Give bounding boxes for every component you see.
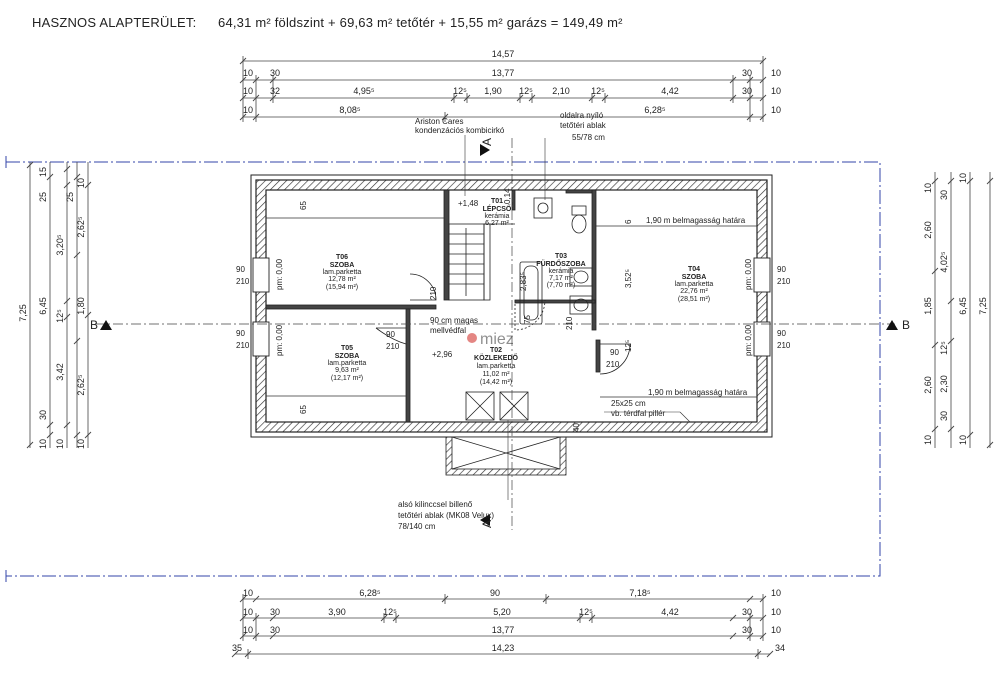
room-area: 9,63 m² <box>335 367 359 374</box>
door-width: 90 <box>236 265 245 274</box>
dim-label: 10 <box>242 607 254 617</box>
bottom-dimension-labels <box>232 588 785 653</box>
dim-label: 1,85 <box>923 297 933 315</box>
dim-label: 10 <box>76 177 86 189</box>
velux-note: tetőtéri ablak (MK08 Velux) <box>398 511 495 520</box>
dim-label: 25 <box>38 191 48 203</box>
dim-label: 30 <box>38 409 48 421</box>
door-height: 210 <box>777 341 791 350</box>
dim-label: 10 <box>770 86 782 96</box>
dim-label: 10 <box>242 86 254 96</box>
dim-label: 12⁵ <box>591 86 605 96</box>
dim-label: 10 <box>242 625 254 635</box>
door-height: 210 <box>386 342 400 351</box>
dim-label: 12⁵ <box>579 607 593 617</box>
dim-label: 13,77 <box>491 68 515 78</box>
room-area: 22,76 m² <box>680 288 708 295</box>
dim-label: 30 <box>269 607 281 617</box>
dim-label: 10 <box>958 172 968 184</box>
room-floor: lam.parketta <box>327 360 367 367</box>
room-floor: kerámia <box>484 213 510 220</box>
roof-window-note: 55/78 cm <box>572 133 605 142</box>
room-total: (12,17 m²) <box>330 375 364 382</box>
door-width: 90 <box>386 330 395 339</box>
dim-label: 10 <box>770 105 782 115</box>
roof-window-note: tetőtéri ablak <box>560 121 606 130</box>
door-height: 210 <box>565 316 574 330</box>
dim-label: 90 <box>489 588 501 598</box>
boiler-note: kondenzációs kombicirkó <box>415 126 505 135</box>
dim-label: 34 <box>774 643 786 653</box>
dim-label: 10 <box>55 438 65 450</box>
dim-label: 8,08⁵ <box>339 105 361 115</box>
room-code: T04 <box>687 266 701 273</box>
pm-note: pm: 0,00 <box>744 324 753 356</box>
room-name: SZOBA <box>681 274 707 281</box>
dim-label: 7,25 <box>978 297 988 315</box>
dim-label: 4,02⁵ <box>939 251 949 273</box>
room-code: T02 <box>489 347 503 354</box>
dormer <box>446 437 566 475</box>
dim-label: 14,57 <box>491 49 515 59</box>
room-name: LÉPCSŐ <box>482 206 512 213</box>
door-width: 90 <box>610 348 619 357</box>
dim-label: 4,42 <box>661 607 679 617</box>
dim-label: 10 <box>958 434 968 446</box>
section-b-label-right: B <box>902 318 911 332</box>
dim-label: 2,10 <box>552 86 570 96</box>
dim-label: 12⁵ <box>453 86 467 96</box>
room-name: FÜRDŐSZOBA <box>536 261 586 268</box>
left-dimension-labels <box>18 167 86 449</box>
dim-label: 5,20 <box>493 607 511 617</box>
dim-label: 4,42 <box>661 86 679 96</box>
section-a-label-bottom: A <box>480 519 494 528</box>
dim-label: 75 <box>523 315 532 324</box>
top-dimension-labels <box>243 49 781 115</box>
room-name: SZOBA <box>334 353 360 360</box>
dim-label: 0,14 <box>503 188 512 204</box>
boiler-note: Ariston Cares <box>415 117 464 126</box>
room-floor: lam.parketta <box>674 281 714 288</box>
dim-label: 10 <box>770 68 782 78</box>
door-height: 210 <box>606 360 620 369</box>
watermark-logo-icon <box>467 333 477 343</box>
dim-label: 3,52⁵ <box>624 269 633 288</box>
level-floor: +2,96 <box>432 350 453 359</box>
pillar-note: vb. térdfal pillér <box>611 409 666 418</box>
section-b-label-left: B <box>90 318 99 332</box>
section-b-arrow-right <box>886 320 898 330</box>
dim-label: 2,62⁵ <box>76 374 86 396</box>
dim-label: 12⁵ <box>939 341 949 355</box>
room-area: 11,02 m² <box>482 371 510 378</box>
dim-label: 30 <box>741 625 753 635</box>
dim-label: 2,62⁵ <box>76 216 86 238</box>
velux-note: 78/140 cm <box>398 522 436 531</box>
dim-label: 30 <box>939 189 949 201</box>
dim-label: 12⁵ <box>55 309 65 323</box>
room-name: SZOBA <box>329 262 355 269</box>
railing-note: 90 cm magas <box>430 316 479 325</box>
room-area: 6,27 m² <box>485 220 509 227</box>
dim-label: 2,60 <box>923 221 933 239</box>
room-total: (28,51 m²) <box>677 296 711 303</box>
dim-label: 10 <box>770 588 782 598</box>
dim-label: 4,95⁵ <box>353 86 375 96</box>
pillar-note: 25x25 cm <box>611 399 646 408</box>
room-name: KÖZLEKEDŐ <box>474 355 518 362</box>
dim-label: 30 <box>939 410 949 422</box>
pm-note: pm: 0,00 <box>275 324 284 356</box>
dim-label: 10 <box>76 438 86 450</box>
knee-wall: 65 <box>299 405 308 414</box>
door-width: 90 <box>236 329 245 338</box>
room-floor: lam.parketta <box>476 363 516 370</box>
knee-wall: 65 <box>299 201 308 210</box>
dim-label: 25 <box>65 191 75 203</box>
dim-label: 30 <box>269 68 281 78</box>
dim-label: 10 <box>242 68 254 78</box>
pm-note: pm: 0,00 <box>275 258 284 290</box>
section-b-arrow-left <box>100 320 112 330</box>
area-summary: 64,31 m² földszint + 69,63 m² tetőtér + 15,55 m² garázs = 149,49 m² <box>218 15 623 30</box>
dim-label: 3,20⁵ <box>55 234 65 256</box>
dim-label: 7,25 <box>18 304 28 322</box>
door-height: 210 <box>236 277 250 286</box>
room-total: (14,42 m²) <box>479 379 513 386</box>
door-height: 210 <box>236 341 250 350</box>
dim-label: 14,23 <box>491 643 515 653</box>
dim-label: 7,18⁵ <box>629 588 651 598</box>
velux-note: alsó kilinccsel billenő <box>398 500 473 509</box>
dim-label: 1,90 <box>484 86 502 96</box>
section-a-label-top: A <box>480 137 494 146</box>
dim-label: 30 <box>741 86 753 96</box>
room-area: 12,78 m² <box>328 276 356 283</box>
dim-label: 2,30 <box>939 375 949 393</box>
dim-label: 30 <box>741 607 753 617</box>
room-code: T01 <box>490 198 504 205</box>
dim-label: 40 <box>572 423 581 432</box>
dim-label: 12⁵ <box>383 607 397 617</box>
dim-label: 10 <box>923 434 933 446</box>
room-area: 7,17 m² <box>549 275 573 282</box>
dim-label: 3,90 <box>328 607 346 617</box>
right-dimension-labels <box>923 173 988 445</box>
dim-label: 10 <box>770 607 782 617</box>
roof-window-note: oldalra nyíló <box>560 111 604 120</box>
headroom-note: 1,90 m belmagasság határa <box>648 388 748 397</box>
dim-label: 10 <box>38 438 48 450</box>
dim-label: 10 <box>770 625 782 635</box>
room-code: T06 <box>335 254 349 261</box>
dim-label: 6 <box>624 219 633 224</box>
dim-label: 12⁵ <box>519 86 533 96</box>
room-code: T05 <box>340 345 354 352</box>
door-width: 90 <box>777 329 786 338</box>
door-height: 210 <box>429 286 438 300</box>
level-stair: +1,48 <box>458 199 479 208</box>
watermark-text: miez <box>480 331 514 348</box>
dim-label: 35 <box>231 643 243 653</box>
room-code: T03 <box>554 253 568 260</box>
door-height: 210 <box>777 277 791 286</box>
dim-label: 3,42 <box>55 363 65 381</box>
dim-label: 6,28⁵ <box>644 105 666 115</box>
dim-label: 10 <box>242 105 254 115</box>
room-floor: lam.parketta <box>322 269 362 276</box>
door-width: 90 <box>777 265 786 274</box>
dim-label: 10 <box>242 588 254 598</box>
dim-label: 10 <box>923 182 933 194</box>
room-floor: kerámia <box>548 268 574 275</box>
dim-label: 32 <box>269 86 281 96</box>
dim-label: 6,45 <box>38 297 48 315</box>
room-total: (15,94 m²) <box>325 284 359 291</box>
dim-label: 30 <box>741 68 753 78</box>
dim-label: 15 <box>38 166 48 178</box>
headroom-note: 1,90 m belmagasság határa <box>646 216 746 225</box>
railing-note: mellvédfal <box>430 326 467 335</box>
top-dimensions <box>243 56 763 122</box>
dim-label: 2,83⁵ <box>519 272 528 291</box>
pm-note: pm: 0,00 <box>744 258 753 290</box>
dim-label: 13,77 <box>491 625 515 635</box>
dim-label: 1,80 <box>76 297 86 315</box>
dim-label: 12⁵ <box>624 339 633 352</box>
room-total: (7,70 m²) <box>546 282 576 289</box>
dim-label: 6,28⁵ <box>359 588 381 598</box>
dim-label: 6,45 <box>958 297 968 315</box>
area-label: HASZNOS ALAPTERÜLET: <box>32 15 197 30</box>
dim-label: 30 <box>269 625 281 635</box>
dim-label: 2,60 <box>923 376 933 394</box>
